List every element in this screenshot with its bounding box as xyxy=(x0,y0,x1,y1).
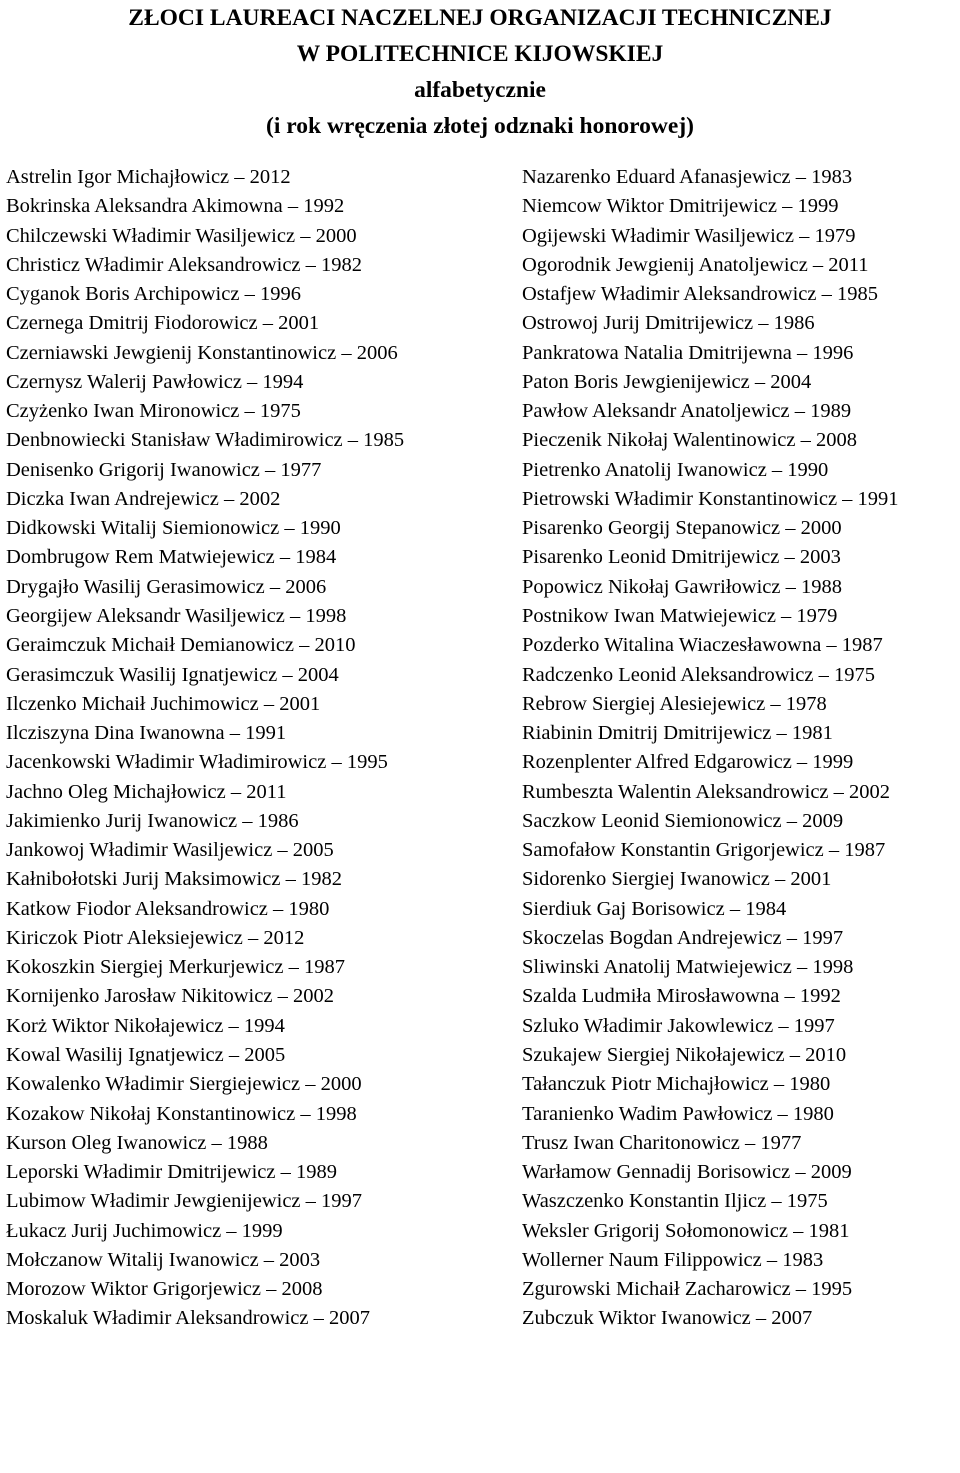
laureate-entry: Kornijenko Jarosław Nikitowicz – 2002 xyxy=(6,985,334,1008)
laureate-entry: Czernega Dmitrij Fiodorowicz – 2001 xyxy=(6,312,320,335)
laureate-entry: Christicz Władimir Aleksandrowicz – 1982 xyxy=(6,253,363,276)
laureate-entry: Kowal Wasilij Ignatjewicz – 2005 xyxy=(6,1043,286,1066)
laureates-list-left xyxy=(6,163,454,1334)
laureate-entry: Szukajew Siergiej Nikołajewicz – 2010 xyxy=(522,1043,847,1066)
laureate-entry: Saczkow Leonid Siemionowicz – 2009 xyxy=(522,809,844,832)
laureate-entry: Chilczewski Władimir Wasiljewicz – 2000 xyxy=(6,224,357,247)
laureate-entry: Łukacz Jurij Juchimowicz – 1999 xyxy=(6,1219,283,1242)
laureate-entry: Kałnibołotski Jurij Maksimowicz – 1982 xyxy=(6,868,342,891)
laureate-entry: Ostafjew Władimir Aleksandrowicz – 1985 xyxy=(522,283,879,306)
laureate-entry: Jachno Oleg Michajłowicz – 2011 xyxy=(6,780,287,803)
laureate-entry: Sierdiuk Gaj Borisowicz – 1984 xyxy=(522,897,787,920)
laureate-entry: Paton Boris Jewgienijewicz – 2004 xyxy=(522,370,812,393)
laureate-entry: Jankowoj Władimir Wasiljewicz – 2005 xyxy=(6,839,334,862)
laureate-entry: Pisarenko Leonid Dmitrijewicz – 2003 xyxy=(522,546,841,569)
laureate-entry: Czernysz Walerij Pawłowicz – 1994 xyxy=(6,370,304,393)
laureate-entry: Kozakow Nikołaj Konstantinowicz – 1998 xyxy=(6,1102,357,1125)
laureate-entry: Postnikow Iwan Matwiejewicz – 1979 xyxy=(522,604,838,627)
laureate-entry: Denbnowiecki Stanisław Władimirowicz – 1985 xyxy=(6,429,405,452)
laureate-entry: Zubczuk Wiktor Iwanowicz – 2007 xyxy=(522,1307,813,1330)
laureate-entry: Rumbeszta Walentin Aleksandrowicz – 2002 xyxy=(522,780,891,803)
laureate-entry: Ogijewski Władimir Wasiljewicz – 1979 xyxy=(522,224,856,247)
laureate-entry: Dombrugow Rem Matwiejewicz – 1984 xyxy=(6,546,337,569)
title-line-2: W POLITECHNICE KIJOWSKIEJ xyxy=(296,41,664,67)
laureate-entry: Szluko Władimir Jakowlewicz – 1997 xyxy=(522,1014,835,1037)
laureate-entry: Jacenkowski Władimir Władimirowicz – 1995 xyxy=(6,751,388,774)
laureate-entry: Popowicz Nikołaj Gawriłowicz – 1988 xyxy=(522,575,842,598)
laureate-entry: Drygajło Wasilij Gerasimowicz – 2006 xyxy=(6,575,327,598)
laureate-entry: Jakimienko Jurij Iwanowicz – 1986 xyxy=(6,809,299,832)
laureate-entry: Rebrow Siergiej Alesiejewicz – 1978 xyxy=(522,692,827,715)
laureate-entry: Wollerner Naum Filippowicz – 1983 xyxy=(522,1248,824,1271)
laureate-entry: Cyganok Boris Archipowicz – 1996 xyxy=(6,283,301,306)
laureate-entry: Pisarenko Georgij Stepanowicz – 2000 xyxy=(522,517,842,540)
laureate-entry: Astrelin Igor Michajłowicz – 2012 xyxy=(6,166,291,188)
laureate-entry: Pieczenik Nikołaj Walentinowicz – 2008 xyxy=(522,429,857,452)
laureate-entry: Tałanczuk Piotr Michajłowicz – 1980 xyxy=(522,1073,831,1096)
laureate-entry: Geraimczuk Michaił Demianowicz – 2010 xyxy=(6,634,356,657)
laureate-entry: Didkowski Witalij Siemionowicz – 1990 xyxy=(6,517,341,540)
laureate-entry: Nazarenko Eduard Afanasjewicz – 1983 xyxy=(522,166,853,188)
laureate-entry: Pankratowa Natalia Dmitrijewna – 1996 xyxy=(522,341,854,364)
laureate-entry: Pietrenko Anatolij Iwanowicz – 1990 xyxy=(522,458,829,481)
laureate-entry: Lubimow Władimir Jewgienijewicz – 1997 xyxy=(6,1190,363,1213)
laureate-entry: Rozenplenter Alfred Edgarowicz – 1999 xyxy=(522,751,854,774)
laureate-entry: Taranienko Wadim Pawłowicz – 1980 xyxy=(522,1102,834,1125)
laureate-entry: Pawłow Aleksandr Anatoljewicz – 1989 xyxy=(522,400,852,423)
laureate-entry: Waszczenko Konstantin Iljicz – 1975 xyxy=(522,1190,828,1213)
laureate-entry: Ogorodnik Jewgienij Anatoljewicz – 2011 xyxy=(522,253,869,276)
laureate-entry: Moskaluk Władimir Aleksandrowicz – 2007 xyxy=(6,1307,371,1330)
laureate-entry: Skoczelas Bogdan Andrejewicz – 1997 xyxy=(522,926,844,949)
laureate-entry: Weksler Grigorij Sołomonowicz – 1981 xyxy=(522,1219,850,1242)
laureate-entry: Ostrowoj Jurij Dmitrijewicz – 1986 xyxy=(522,312,815,335)
laureate-entry: Kowalenko Władimir Siergiejewicz – 2000 xyxy=(6,1073,362,1096)
laureate-entry: Pietrowski Władimir Konstantinowicz – 1991 xyxy=(522,487,899,510)
laureate-entry: Sliwinski Anatolij Matwiejewicz – 1998 xyxy=(522,956,854,979)
laureate-entry: Sidorenko Siergiej Iwanowicz – 2001 xyxy=(522,868,832,891)
laureate-entry: Kiriczok Piotr Aleksiejewicz – 2012 xyxy=(6,926,305,949)
laureate-entry: Kokoszkin Siergiej Merkurjewicz – 1987 xyxy=(6,956,345,979)
laureate-entry: Zgurowski Michaił Zacharowicz – 1995 xyxy=(522,1278,853,1301)
laureate-entry: Radczenko Leonid Aleksandrowicz – 1975 xyxy=(522,663,875,686)
title-line-1: ZŁOCI LAUREACI NACZELNEJ ORGANIZACJI TECHNICZNEJ xyxy=(128,5,832,31)
laureate-entry: Ilczenko Michaił Juchimowicz – 2001 xyxy=(6,692,321,715)
laureate-entry: Niemcow Wiktor Dmitrijewicz – 1999 xyxy=(522,195,839,218)
laureate-entry: Bokrinska Aleksandra Akimowna – 1992 xyxy=(6,195,345,218)
laureate-entry: Trusz Iwan Charitonowicz – 1977 xyxy=(522,1131,802,1154)
laureate-entry: Warłamow Gennadij Borisowicz – 2009 xyxy=(522,1161,852,1184)
laureate-entry: Diczka Iwan Andrejewicz – 2002 xyxy=(6,487,281,510)
laureate-entry: Morozow Wiktor Grigorjewicz – 2008 xyxy=(6,1278,323,1301)
laureate-entry: Georgijew Aleksandr Wasiljewicz – 1998 xyxy=(6,604,347,627)
laureate-entry: Leporski Władimir Dmitrijewicz – 1989 xyxy=(6,1161,337,1184)
laureate-entry: Ilcziszyna Dina Iwanowna – 1991 xyxy=(6,722,287,745)
title-line-3: alfabetycznie xyxy=(414,77,546,103)
laureate-entry: Szalda Ludmiła Mirosławowna – 1992 xyxy=(522,985,841,1008)
laureate-entry: Czyżenko Iwan Mironowicz – 1975 xyxy=(6,400,301,423)
laureates-list-right xyxy=(522,163,960,1334)
laureate-entry: Riabinin Dmitrij Dmitrijewicz – 1981 xyxy=(522,722,833,745)
laureate-entry: Mołczanow Witalij Iwanowicz – 2003 xyxy=(6,1248,321,1271)
laureate-entry: Kurson Oleg Iwanowicz – 1988 xyxy=(6,1131,268,1154)
laureate-entry: Gerasimczuk Wasilij Ignatjewicz – 2004 xyxy=(6,663,339,686)
laureate-entry: Pozderko Witalina Wiaczesławowna – 1987 xyxy=(522,634,883,657)
laureate-entry: Czerniawski Jewgienij Konstantinowicz – 2006 xyxy=(6,341,398,364)
document-title xyxy=(0,0,960,144)
laureate-entry: Denisenko Grigorij Iwanowicz – 1977 xyxy=(6,458,322,481)
title-line-4: (i rok wręczenia złotej odznaki honorowej) xyxy=(266,113,694,139)
laureate-entry: Katkow Fiodor Aleksandrowicz – 1980 xyxy=(6,897,330,920)
laureate-entry: Samofałow Konstantin Grigorjewicz – 1987 xyxy=(522,839,886,862)
laureate-entry: Korż Wiktor Nikołajewicz – 1994 xyxy=(6,1014,285,1037)
